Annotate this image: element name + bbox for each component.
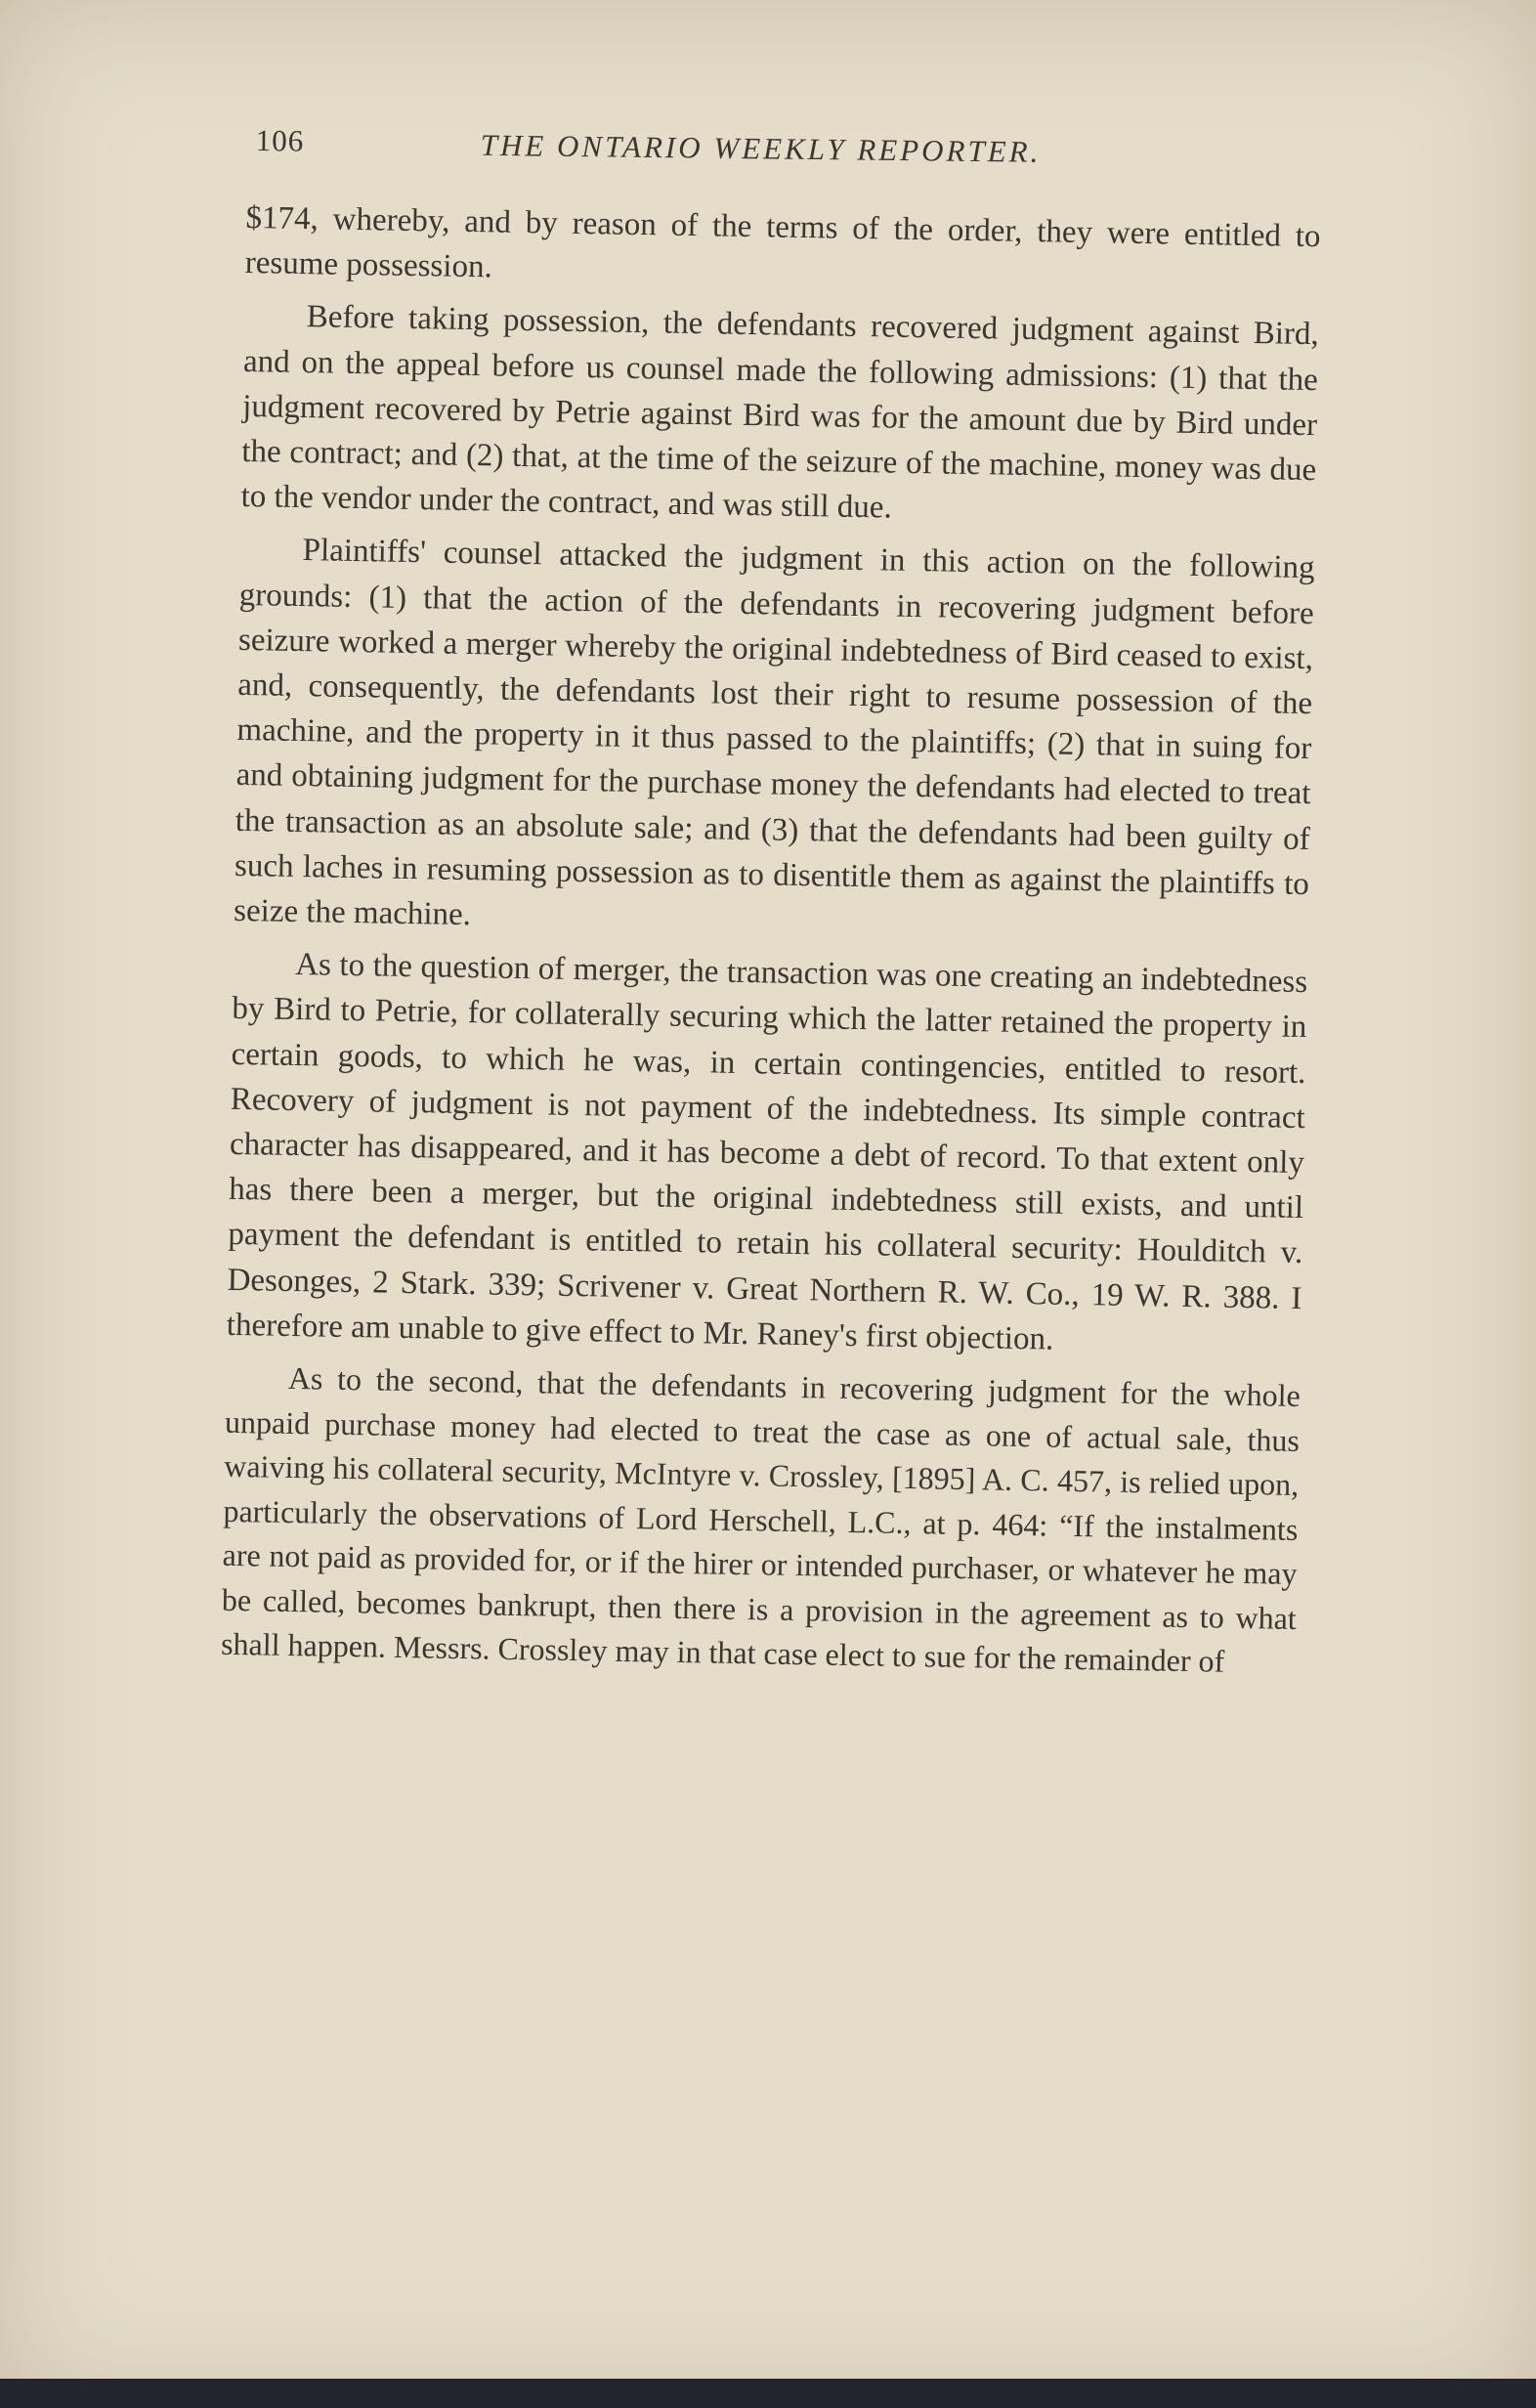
paragraph-admissions: Before taking possession, the defendants recovered judgment against Bird, and on the appeal before us counsel made the following admissions: (1) that the judgment recovered by Petrie against Bird was for the amount due by Bird under the contract; and (2) that, at the time of the seizure of the machine, money was due to the vendor under the contract, and was still due. xyxy=(240,299,1319,526)
page-header xyxy=(255,123,1262,185)
body-text xyxy=(221,195,1321,1694)
paragraph-election: As to the second, that the defendants in recovering judgment for the whole unpaid purchase money had elected to treat the case as one of actual sale, thus waiving his collateral security, McIntyre v. Crossley, [1895] A. C. 457, is relied upon, particularly the observations of Lord Herschell, L.C., at p. 464: “If the instalments are not paid as provided for, or if the hirer or intended purchaser, or whatever he may be called, becomes bankrupt, then there is a provision in the agreement as to what shall happen. Messrs. Crossley may in that case elect to sue for the remainder of xyxy=(220,1360,1301,1679)
running-title: THE ONTARIO WEEKLY REPORTER. xyxy=(480,127,1042,169)
paragraph-continuation: $174, whereby, and by reason of the terms of the order, they were entitled to resume possession. xyxy=(244,199,1321,285)
paragraph-merger: As to the question of merger, the transaction was one creating an indebtedness by Bird to Petrie, for collaterally securing which the latter retained the property in certain goods, to which he was, in certain contingencies, entitled to resort. Recovery of judgment is not payment of the indebtedness. Its simple contract character has disappeared, and it has become a debt of record. To that extent only has there been a merger, but the original indebtedness still exists, and until payment the defendant is entitled to retain his collateral security: Houlditch v. Desonges, 2 Stark. 339; Scrivener v. Great Northern R. W. Co., 19 W. R. 388. I therefore am unable to give effect to Mr. Raney's first objection. xyxy=(226,947,1308,1357)
paragraph-grounds: Plaintiffs' counsel attacked the judgment in this action on the following grounds: (1) that the action of the defendants in recovering judgment before seizure worked a merger whereby the original indebtedness of Bird ceased to exist, and, consequently, the defendants lost their right to resume possession of the machine, and the property in it thus passed to the plaintiffs; (2) that in suing for and obtaining judgment for the purchase money the defendants had elected to treat the transaction as an absolute sale; and (3) that the defendants had been guilty of such laches in resuming possession as to disentitle them as against the plaintiffs to seize the machine. xyxy=(233,533,1315,933)
page-number: 106 xyxy=(255,123,305,158)
page-bottom-edge xyxy=(0,2379,1536,2408)
